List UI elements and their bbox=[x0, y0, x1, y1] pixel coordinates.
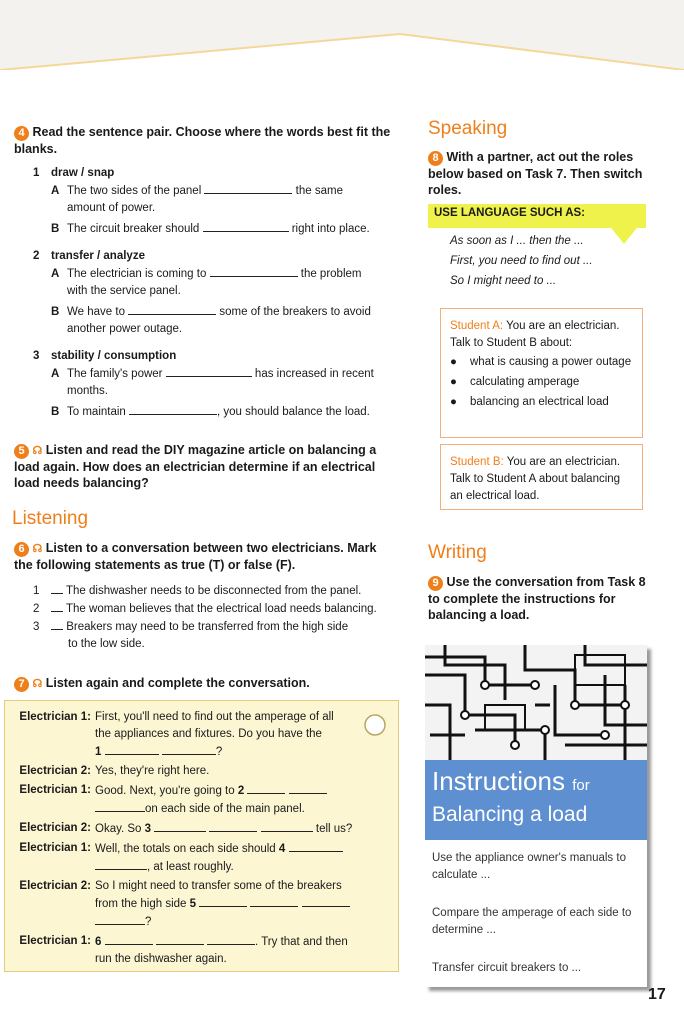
answer-blank[interactable] bbox=[203, 220, 289, 232]
answer-blank[interactable] bbox=[289, 782, 327, 794]
page-number: 17 bbox=[648, 986, 666, 1003]
section-title-listening: Listening bbox=[12, 508, 89, 529]
answer-blank[interactable] bbox=[302, 895, 350, 907]
section-title-speaking: Speaking bbox=[428, 118, 508, 139]
task4-item-heading: 3 stability / consumption bbox=[33, 350, 177, 362]
answer-blank[interactable] bbox=[95, 858, 147, 870]
conversation-line: Electrician 1: 6 . Try that and then run the dishwasher again. bbox=[19, 935, 348, 965]
list-item: ● calculating amperage bbox=[450, 376, 580, 388]
phrase: As soon as I ... then the ... bbox=[450, 235, 584, 247]
list-item: 3 Breakers may need to be transferred from the high side bbox=[33, 618, 393, 636]
phrase: So I might need to ... bbox=[450, 275, 557, 287]
list-item: 1 The dishwasher needs to be disconnected from the panel. bbox=[33, 582, 393, 600]
tf-blank[interactable] bbox=[51, 600, 63, 612]
task4-sentence-b: B The circuit breaker should right into place. bbox=[33, 220, 393, 238]
task4-item-heading: 2 transfer / analyze bbox=[33, 250, 145, 262]
answer-blank[interactable] bbox=[162, 743, 216, 755]
conversation-line: Electrician 1: Well, the totals on each side should 4 , at least roughly. bbox=[9, 840, 369, 876]
list-item: ● balancing an electrical load bbox=[450, 396, 609, 408]
student-a-card: Student A: You are an electrician. Talk to Student B about: ● what is causing a power outage ● calculating amperage ● balancing an electrical load bbox=[440, 308, 643, 438]
card-title-banner: Instructions for Balancing a load bbox=[425, 760, 647, 840]
instruction-line: Transfer circuit breakers to ... bbox=[432, 962, 582, 974]
headphones-icon: ☊ bbox=[32, 678, 43, 690]
task4-sentence-a: A The family's power has increased in recent bbox=[33, 365, 393, 383]
language-box bbox=[428, 204, 646, 292]
conversation-line: Electrician 2: Yes, they're right here. bbox=[19, 765, 210, 777]
tf-blank[interactable] bbox=[51, 618, 63, 630]
task4-sentence-b-cont: another power outage. bbox=[67, 323, 183, 335]
answer-blank[interactable] bbox=[95, 800, 145, 812]
answer-blank[interactable] bbox=[250, 895, 298, 907]
instruction-line: Use the appliance owner's manuals to calculate ... bbox=[432, 852, 626, 881]
top-decoration bbox=[0, 0, 684, 70]
task8-instruction: 8 With a partner, act out the roles below based on Task 7. Then switch roles. bbox=[428, 150, 643, 197]
conversation-line: Electrician 1: First, you'll need to find out the amperage of all the appliances and fixtures. Do you have the 1 ? bbox=[19, 711, 334, 758]
list-item-cont: to the low side. bbox=[68, 638, 145, 650]
answer-blank[interactable] bbox=[207, 933, 255, 945]
answer-blank[interactable] bbox=[247, 782, 285, 794]
list-item: 2 The woman believes that the electrical load needs balancing. bbox=[33, 600, 393, 618]
answer-blank[interactable] bbox=[209, 820, 257, 832]
task4-sentence-b: B We have to some of the breakers to avoid bbox=[33, 303, 393, 321]
tf-blank[interactable] bbox=[51, 582, 63, 594]
task4-sentence-a-cont: months. bbox=[67, 385, 108, 397]
list-item: ● what is causing a power outage bbox=[450, 356, 632, 368]
answer-blank[interactable] bbox=[129, 403, 217, 415]
answer-blank[interactable] bbox=[199, 895, 247, 907]
task4-item-heading: 1 draw / snap bbox=[33, 167, 115, 179]
speech-pointer-icon bbox=[606, 224, 642, 246]
section-title-writing: Writing bbox=[428, 542, 487, 563]
answer-blank[interactable] bbox=[289, 840, 343, 852]
conversation-line: Electrician 2: Okay. So 3 tell us? bbox=[19, 822, 353, 835]
task6-instruction: 6 ☊ Listen to a conversation between two electricians. Mark the following statements as true (T) or false (F). bbox=[14, 541, 377, 572]
conversation-line: Electrician 2: So I might need to transfer some of the breakers from the high side 5 ? bbox=[9, 878, 369, 931]
task7-instruction: 7 ☊ Listen again and complete the conversation. bbox=[14, 675, 394, 692]
answer-blank[interactable] bbox=[166, 365, 252, 377]
headphones-icon: ☊ bbox=[32, 543, 43, 555]
task4-sentence-a-cont: with the service panel. bbox=[67, 285, 181, 297]
instructions-card bbox=[425, 645, 647, 987]
conversation-line: Electrician 1: Good. Next, you're going to 2 on each side of the main panel. bbox=[9, 782, 369, 818]
task4-items bbox=[33, 165, 393, 421]
task-number-badge: 6 bbox=[14, 542, 29, 557]
task-number-badge: 5 bbox=[14, 444, 29, 459]
phrase: First, you need to find out ... bbox=[450, 255, 593, 267]
task-number-badge: 8 bbox=[428, 151, 443, 166]
answer-blank[interactable] bbox=[210, 265, 298, 277]
headphones-icon: ☊ bbox=[32, 445, 43, 457]
task9-instruction: 9 Use the conversation from Task 8 to complete the instructions for balancing a load. bbox=[428, 575, 646, 622]
task6-statements bbox=[33, 582, 393, 653]
answer-blank[interactable] bbox=[261, 820, 313, 832]
task4-sentence-b: B To maintain , you should balance the load. bbox=[33, 403, 393, 421]
answer-blank[interactable] bbox=[105, 933, 153, 945]
language-box-header: USE LANGUAGE SUCH AS: bbox=[428, 204, 646, 228]
conversation-card bbox=[4, 700, 399, 972]
circuit-board-image bbox=[425, 645, 647, 760]
task4-sentence-a: A The electrician is coming to the problem bbox=[33, 265, 393, 283]
instruction-line: Compare the amperage of each side to determine ... bbox=[432, 907, 632, 936]
student-b-card: Student B: You are an electrician. Talk to Student A about balancing an electrical load. bbox=[440, 444, 643, 510]
task-number-badge: 9 bbox=[428, 576, 443, 591]
answer-blank[interactable] bbox=[156, 933, 204, 945]
answer-blank[interactable] bbox=[105, 743, 159, 755]
task-number-badge: 4 bbox=[14, 126, 29, 141]
answer-blank[interactable] bbox=[128, 303, 216, 315]
task4-instruction: 4 Read the sentence pair. Choose where the words best fit the blanks. bbox=[14, 125, 391, 156]
task4-sentence-a-cont: amount of power. bbox=[67, 202, 156, 214]
task-number-badge: 7 bbox=[14, 677, 29, 692]
answer-blank[interactable] bbox=[95, 913, 145, 925]
answer-blank[interactable] bbox=[154, 820, 206, 832]
task4-sentence-a: A The two sides of the panel the same bbox=[33, 182, 393, 200]
answer-blank[interactable] bbox=[204, 182, 292, 194]
task5-instruction: 5 ☊ Listen and read the DIY magazine article on balancing a load again. How does an electrician determine if an electrical load needs balancing? bbox=[14, 443, 377, 490]
